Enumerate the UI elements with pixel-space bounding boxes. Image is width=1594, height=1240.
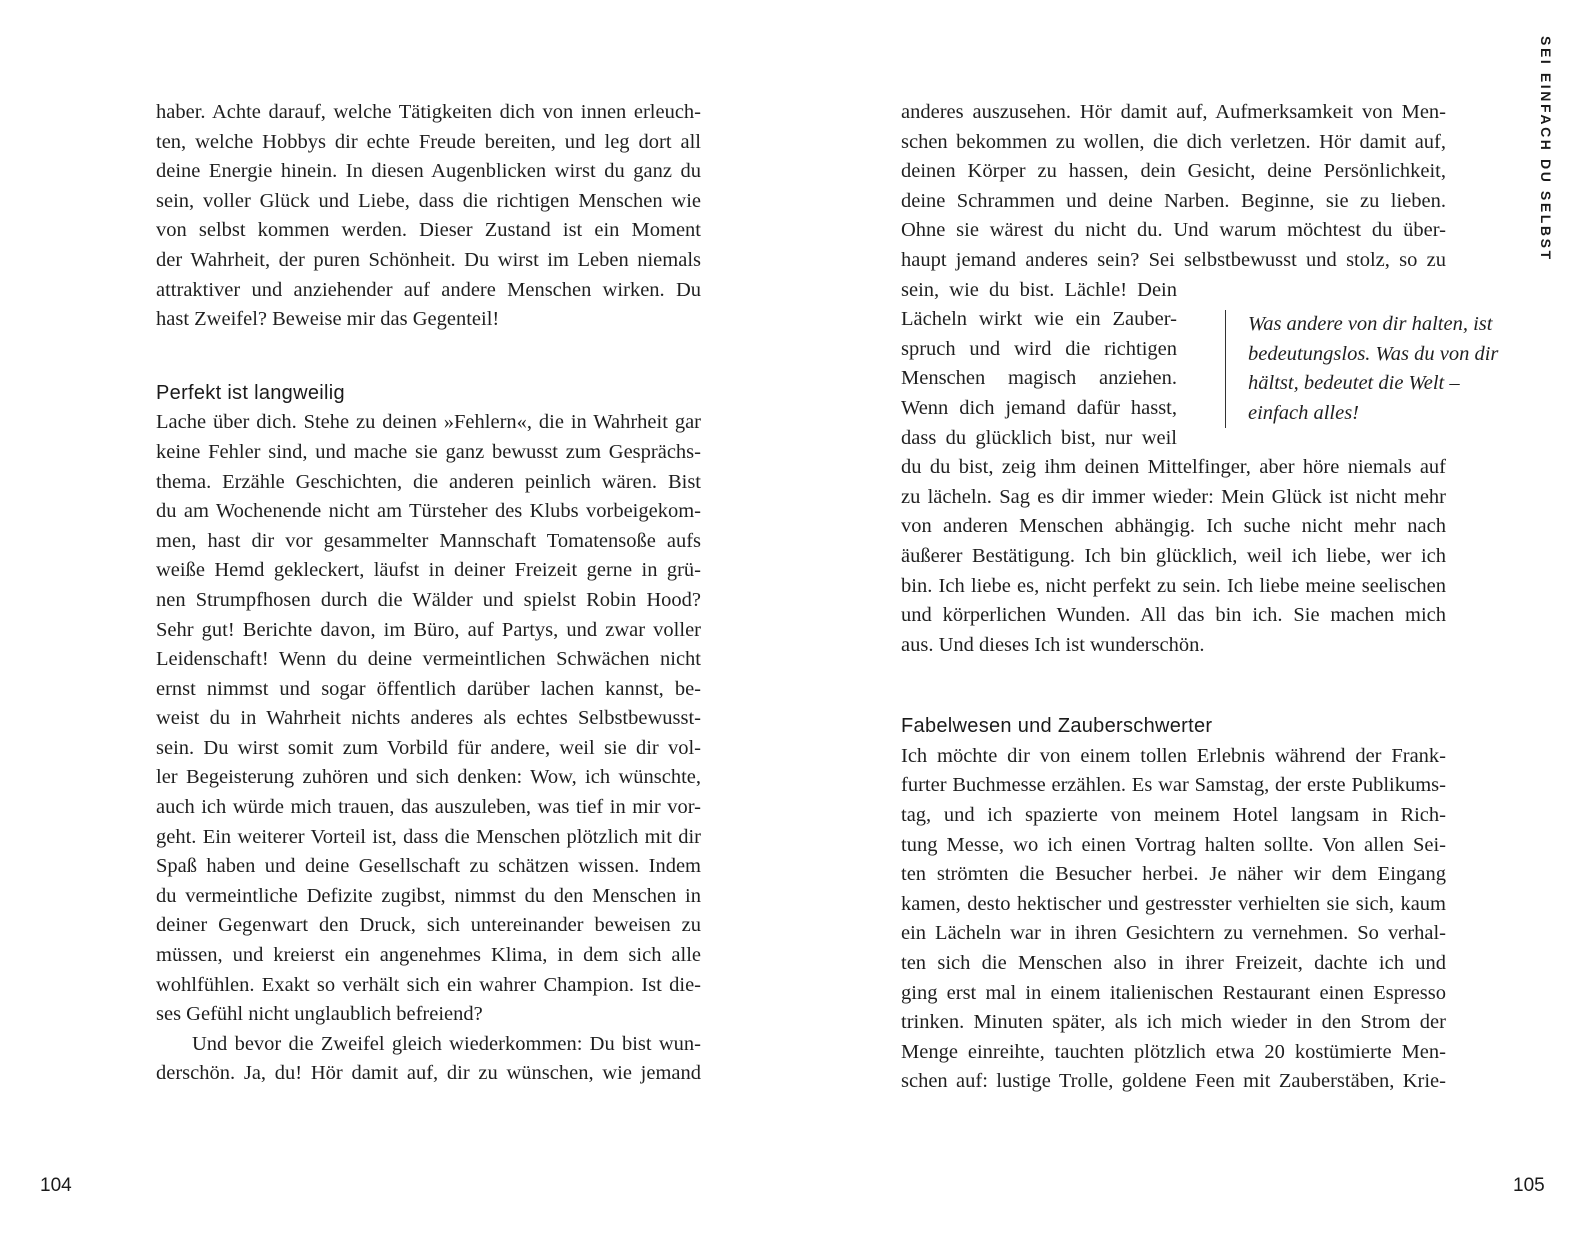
text-line: Lächeln wirkt wie ein Zauber- <box>901 308 1177 331</box>
text-line: müssen, und kreierst ein angenehmes Klima, in dem sich alle <box>156 944 701 967</box>
text-line: haber. Achte darauf, welche Tätigkeiten dich von innen erleuch- <box>156 101 701 123</box>
right-para-2 <box>901 742 1446 1097</box>
text-line: ten, welche Hobbys dir echte Freude bereiten, und leg dort all <box>156 130 701 153</box>
text-line: wohlfühlen. Exakt so verhält sich ein wahrer Champion. Ist die- <box>156 973 701 996</box>
section-heading: Perfekt ist langweilig <box>156 381 345 404</box>
text-line: bin. Ich liebe es, nicht perfekt zu sein. Ich liebe meine seelischen <box>901 574 1446 597</box>
pull-quote-line: hältst, bedeutet die Welt – <box>1248 372 1460 395</box>
text-line: men, hast dir vor gesammelter Mannschaft Tomatensoße aufs <box>156 529 701 552</box>
text-line: dass du glücklich bist, nur weil <box>901 426 1177 449</box>
text-line: hast Zweifel? Beweise mir das Gegenteil! <box>156 308 500 331</box>
text-line: attraktiver und anziehender auf andere Menschen wirken. Du <box>156 278 701 301</box>
text-line: ernst nimmst und sogar öffentlich darüber lachen kannst, be- <box>156 677 701 700</box>
pull-quote-line: Was andere von dir halten, ist <box>1248 313 1493 335</box>
text-line: auch ich würde mich trauen, das auszuleben, was tief in mir vor- <box>156 796 701 819</box>
text-line: deiner Gegenwart den Druck, sich untereinander beweisen zu <box>156 914 701 937</box>
text-line: zu lächeln. Sag es dir immer wieder: Mein Glück ist nicht mehr <box>901 485 1446 508</box>
text-line: keine Fehler sind, und mache sie ganz bewusst zum Gesprächs- <box>156 440 701 463</box>
text-line: trinken. Minuten später, als ich mich wieder in den Strom der <box>901 1011 1446 1034</box>
left-para-1 <box>156 98 701 335</box>
text-line: sein, wie du bist. Lächle! Dein <box>901 278 1177 301</box>
text-line: furter Buchmesse erzählen. Es war Samstag, der erste Publikums- <box>901 774 1446 797</box>
text-line: ging erst mal in einem italienischen Restaurant einen Espresso <box>901 981 1446 1004</box>
text-line: du vermeintliche Defizite zugibst, nimmst du den Menschen in <box>156 884 701 907</box>
text-line: ler Begeisterung zuhören und sich denken: Wow, ich wünschte, <box>156 766 701 789</box>
text-line: Menge einreihte, tauchten plötzlich etwa 20 kostümierte Men- <box>901 1040 1446 1063</box>
text-line: äußerer Bestätigung. Ich bin glücklich, weil ich liebe, wer ich <box>901 544 1446 567</box>
left-para-3 <box>156 1030 701 1089</box>
text-line: Menschen magisch anziehen. <box>901 367 1177 390</box>
text-line: ein Lächeln war in ihren Gesichtern zu vernehmen. So verhal- <box>901 922 1446 945</box>
text-line: spruch und wird die richtigen <box>901 337 1177 360</box>
text-line: Lache über dich. Stehe zu deinen »Fehlern«, die in Wahrheit gar <box>156 411 701 434</box>
left-page-text <box>156 98 701 1089</box>
text-line: thema. Erzähle Geschichten, die anderen peinlich wären. Bist <box>156 470 701 493</box>
text-line: Leidenschaft! Wenn du deine vermeintlichen Schwächen nicht <box>156 648 701 671</box>
text-line: schen auf: lustige Trolle, goldene Feen mit Zauberstäben, Krie- <box>901 1070 1446 1093</box>
text-line: Ich möchte dir von einem tollen Erlebnis während der Frank- <box>901 744 1446 767</box>
text-line: derschön. Ja, du! Hör damit auf, dir zu wünschen, wie jemand <box>156 1062 701 1085</box>
text-line: Ohne sie wärest du nicht du. Und warum möchtest du über- <box>901 219 1446 242</box>
pull-quote-line: einfach alles! <box>1248 401 1360 424</box>
text-line: ten sich die Menschen also in ihrer Freizeit, dachte ich und <box>901 952 1446 975</box>
text-line: Spaß haben und deine Gesellschaft zu schätzen wissen. Indem <box>156 855 701 878</box>
text-line: deinen Körper zu hassen, dein Gesicht, deine Persönlichkeit, <box>901 160 1446 183</box>
text-line: haupt jemand anderes sein? Sei selbstbewusst und stolz, so zu <box>901 248 1446 271</box>
text-line: deine Energie hinein. In diesen Augenblicken wirst du ganz du <box>156 160 701 183</box>
text-line: Wenn dich jemand dafür hasst, <box>901 396 1177 419</box>
text-line: nen Strumpfhosen durch die Wälder und spielst Robin Hood? <box>156 588 701 611</box>
running-head: SEI EINFACH DU SELBST <box>1538 36 1554 262</box>
page-number-right: 105 <box>1513 1175 1545 1196</box>
text-line: ses Gefühl nicht unglaublich befreiend? <box>156 1003 483 1026</box>
text-line: weist du in Wahrheit nichts anderes als echtes Selbstbewusst- <box>156 707 701 730</box>
pull-quote-line: bedeutungslos. Was du von dir <box>1248 342 1499 365</box>
text-line: schen bekommen zu wollen, die dich verletzen. Hör damit auf, <box>901 130 1446 153</box>
pull-quote <box>1225 310 1548 428</box>
text-line: deine Schrammen und deine Narben. Beginne, sie zu lieben. <box>901 189 1446 212</box>
text-line: sein. Du wirst somit zum Vorbild für andere, weil sie dir vol- <box>156 736 701 759</box>
text-line: aus. Und dieses Ich ist wunderschön. <box>901 633 1205 656</box>
text-line: Und bevor die Zweifel gleich wiederkommen: Du bist wun- <box>192 1032 701 1055</box>
text-line: sein, voller Glück und Liebe, dass die richtigen Menschen wie <box>156 189 701 212</box>
text-line: anderes auszusehen. Hör damit auf, Aufmerksamkeit von Men- <box>901 101 1446 123</box>
text-line: ten strömten die Besucher herbei. Je näher wir dem Eingang <box>901 863 1446 886</box>
text-line: weiße Hemd gekleckert, läufst in deiner Freizeit gerne in grü- <box>156 559 701 582</box>
text-line: kamen, desto hektischer und gestresster verhielten sie sich, kaum <box>901 892 1446 915</box>
text-line: tung Messe, wo ich einen Vortrag halten sollte. Von allen Sei- <box>901 833 1446 856</box>
text-line: und körperlichen Wunden. All das bin ich. Sie machen mich <box>901 604 1446 627</box>
text-line: tag, und ich spazierte von meinem Hotel langsam in Rich- <box>901 804 1446 827</box>
left-para-2 <box>156 408 701 1029</box>
text-line: geht. Ein weiterer Vorteil ist, dass die Menschen plötzlich mit dir <box>156 825 701 848</box>
text-line: von anderen Menschen abhängig. Ich suche nicht mehr nach <box>901 515 1446 538</box>
text-line: Sehr gut! Berichte davon, im Büro, auf Partys, und zwar voller <box>156 618 701 641</box>
page-number-left: 104 <box>40 1175 72 1196</box>
text-line: der Wahrheit, der puren Schönheit. Du wirst im Leben niemals <box>156 248 701 271</box>
section-heading: Fabelwesen und Zauberschwerter <box>901 715 1213 738</box>
text-line: du du bist, zeig ihm deinen Mittelfinger, aber höre niemals auf <box>901 456 1446 479</box>
text-line: du am Wochenende nicht am Türsteher des Klubs vorbeigekom- <box>156 500 701 523</box>
right-page-text <box>901 98 1446 1097</box>
text-line: von selbst kommen werden. Dieser Zustand ist ein Moment <box>156 219 701 242</box>
